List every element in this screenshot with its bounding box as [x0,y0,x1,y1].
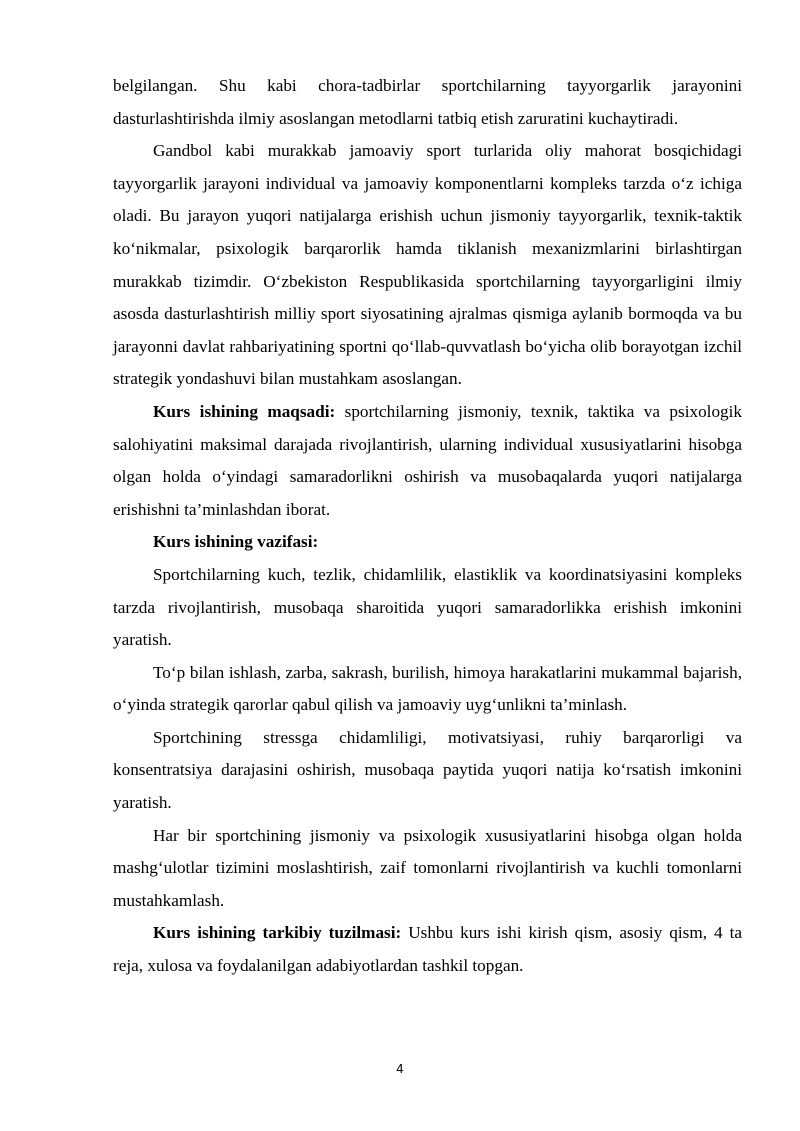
paragraph-text: Har bir sportchining jismoniy va psixologik xususiyatlarini hisobga olgan holda mashg‘ulotlar tizimini moslashtirish, zaif tomonlarni rivojlantirish va kuchli tomonlarni mustahkamlash. [113,825,742,910]
page-number: 4 [396,1062,404,1076]
paragraph-task-individual [113,820,742,918]
paragraph-structure [113,917,742,982]
structure-heading: Kurs ishining tarkibiy tuzilmasi: [153,923,402,943]
paragraph-goal [113,396,742,526]
paragraph-task-physical [113,559,742,657]
paragraph-text: sportchilarning jismoniy, texnik, taktika va psixologik salohiyatini maksimal darajada rivojlantirish, ularning individual xususiyatlarini hisobga olgan holda o‘yindagi samaradorlikni oshirish va musobaqalarda yuqori natijalarga erishishni ta’minlashdan iborat. [113,401,742,519]
goal-heading: Kurs ishining maqsadi: [153,401,336,421]
page-body [113,70,742,983]
paragraph-text: Sportchilarning kuch, tezlik, chidamlilik, elastiklik va koordinatsiyasini kompleks tarzda rivojlantirish, musobaqa sharoitida yuqori samaradorlikka erishish imkonini yaratish. [113,564,742,650]
paragraph-task-technical [113,657,742,722]
paragraph-text: Ushbu kurs ishi kirish qism, asosiy qism, 4 ta reja, xulosa va foydalanilgan adabiyotlardan tashkil topgan. [113,923,742,976]
paragraph-text: Sportchining stressga chidamliligi, motivatsiyasi, ruhiy barqarorligi va konsentratsiya darajasini oshirish, musobaqa paytida yuqori natija ko‘rsatish imkonini yaratish. [113,727,742,813]
paragraph-text: Gandbol kabi murakkab jamoaviy sport turlarida oliy mahorat bosqichidagi tayyorgarlik jarayoni individual va jamoaviy komponentlarni kompleks tarzda o‘z ichiga oladi. Bu jarayon yuqori natijalarga erishish uchun jismoniy tayyorgarlik, texnik-taktik ko‘nikmalar, psixologik barqarorlik hamda tiklanish mexanizmlarini birlashtirgan murakkab tizimdir. O‘zbekiston Respublikasida sportchilarning tayyorgarligini ilmiy asosda dasturlashtirish milliy sport siyosatining ajralmas qismiga aylanib bormoqda va bu jarayonni davlat rahbariyatining sportni qo‘llab-quvvatlash bo‘yicha olib borayotgan izchil strategik yondashuvi bilan mustahkam asoslangan. [113,141,742,389]
paragraph-tasks-heading [113,526,742,559]
paragraph-text: To‘p bilan ishlash, zarba, sakrash, burilish, himoya harakatlarini mukammal bajarish, o‘yinda strategik qarorlar qabul qilish va jamoaviy uyg‘unlikni ta’minlash. [113,662,742,715]
paragraph-continuation [113,70,742,135]
paragraph-text: belgilangan. Shu kabi chora-tadbirlar sportchilarning tayyorgarlik jarayonini dasturlashtirishda ilmiy asoslangan metodlarni tatbiq etish zaruratini kuchaytiradi. [113,76,742,128]
paragraph-intro-handball [113,135,742,396]
paragraph-task-psychological [113,722,742,820]
tasks-heading: Kurs ishining vazifasi: [153,532,319,552]
